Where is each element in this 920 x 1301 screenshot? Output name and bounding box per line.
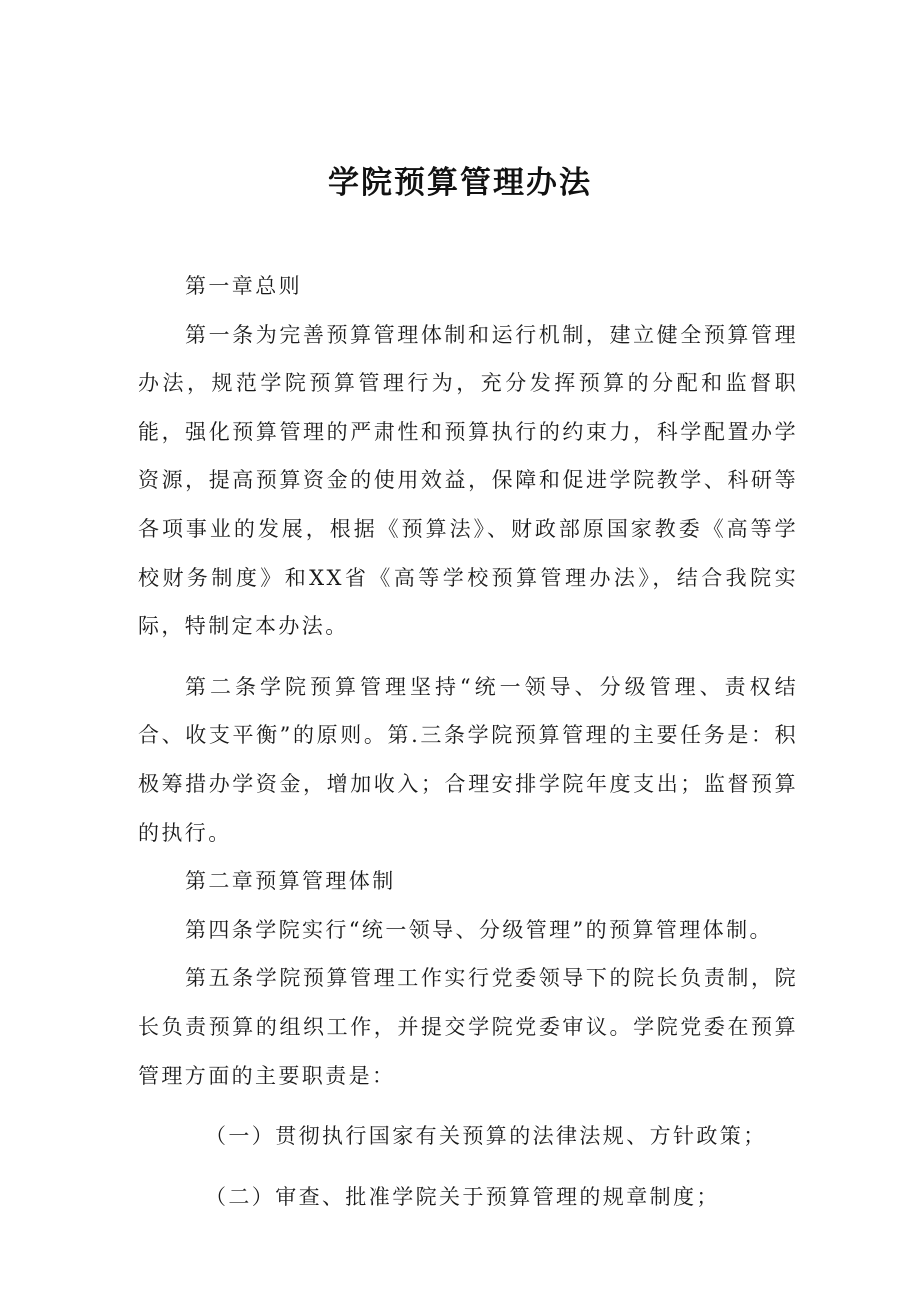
article-4: 第四条学院实行“统一领导、分级管理”的预算管理体制。	[185, 917, 773, 942]
article-2-3: 第二条学院预算管理坚持“统一领导、分级管理、责权结合、收支平衡”的原则。第.三条学院预算管理的主要任务是：积极筹措办学资金，增加收入；合理安排学院年度支出；监督预算的执行。	[138, 674, 798, 845]
document-title: 学院预算管理办法	[328, 165, 592, 201]
list-item-2: （二）审查、批准学院关于预算管理的规章制度；	[205, 1184, 720, 1209]
article-5: 第五条学院预算管理工作实行党委领导下的院长负责制，院长负责预算的组织工作，并提交学院党委审议。学院党委在预算管理方面的主要职责是：	[138, 966, 798, 1088]
list-item-1: （一）贯彻执行国家有关预算的法律法规、方针政策；	[205, 1124, 767, 1149]
document-body	[138, 262, 798, 1221]
chapter-heading-1: 第一章总则	[185, 274, 302, 298]
chapter-heading-2: 第二章预算管理体制	[185, 869, 396, 894]
article-1: 第一条为完善预算管理体制和运行机制，建立健全预算管理办法，规范学院预算管理行为，充分发挥预算的分配和监督职能，强化预算管理的严肃性和预算执行的约束力，科学配置办学资源，提高预算资金的使用效益，保障和促进学院教学、科研等各项事业的发展，根据《预算法》、财政部原国家教委《高等学校财务制度》和XX省《高等学校预算管理办法》，结合我院实际，特制定本办法。	[138, 322, 798, 639]
